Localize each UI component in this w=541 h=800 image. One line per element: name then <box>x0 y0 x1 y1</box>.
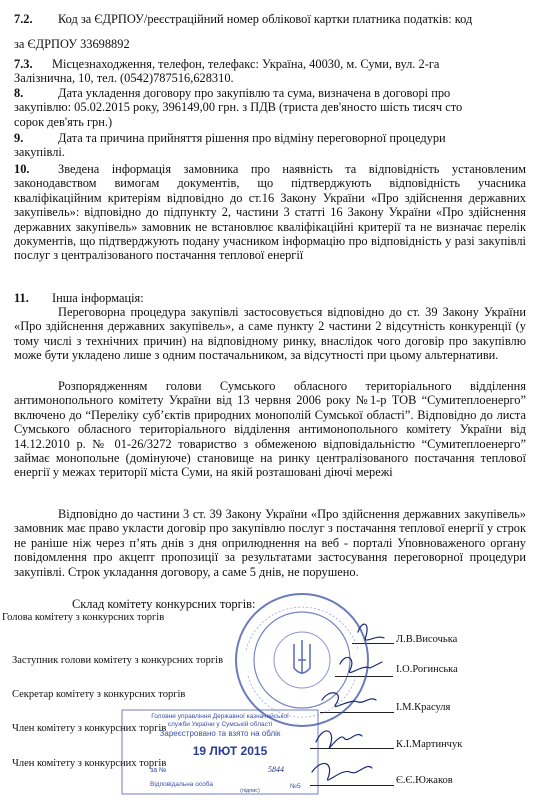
paragraph-term: Відповідно до частини 3 ст. 39 Закону України «Про здійснення державних закупівель» замовник має право укласти договір про закупівлю послуг з постачання теплової енергії у строк не раніше ніж через п’ять днів з дня оприлюднення на веб - порталі Уповноваженого органу повідомлення про акцепт пропозиції за результатами застосування переговорної процедури закупівлі. Строк укладання договору, а саме 5 днів, не порушено. <box>14 507 526 579</box>
committee-name-2: І.О.Рогинська <box>396 664 458 675</box>
treasury-stamp-reg-label: за № <box>150 767 167 774</box>
committee-name-4: К.І.Мартинчук <box>396 739 463 750</box>
item-8-number: 8. <box>14 86 24 100</box>
item-11-number: 11. <box>14 291 29 305</box>
committee-role-4: Член комітету з конкурсних торгів <box>12 723 167 734</box>
item-8-text-cont: закупівлю: 05.02.2015 року, 396149,00 грн. з ПДВ (триста дев'яносто шість тисяч сто <box>14 100 463 114</box>
paragraph-legal-basis: Переговорна процедура закупівлі застосовується відповідно до ст. 39 Закону України «Про здійснення державних закупівель», а саме пункту 2 частини 2 відсутність конкуренції (у тому числі з технічних причин) на відповідному ринку, внаслідок чого договір про закупівлю може бути укладено лише з одним постачальником, за відсутності при цьому альтернативи. <box>14 305 526 363</box>
item-7-3-text: Місцезнаходження, телефон, телефакс: Україна, 40030, м. Суми, вул. 2-га <box>52 57 440 71</box>
signature-2-stroke <box>340 657 382 672</box>
item-8-text-cont2: сорок дев'ять грн.) <box>14 115 113 129</box>
item-7-3-text-cont: Залізнична, 10, тел. (0542)787516,628310. <box>14 71 234 85</box>
committee-name-5: Є.Є.Южаков <box>396 775 453 786</box>
item-11-text: Інша інформація: <box>52 291 144 305</box>
paragraph-monopoly: Розпорядженням голови Сумського обласного територіального відділення антимонопольного комітету України від 13 червня 2006 року №1-р ТОВ “Сумитеплоенерго” включено до “Переліку суб’єктів природних монополій Сумської області”. Відповідно до листа Сумського обласного територіального відділення антимонопольного комітету України від 14.12.2010 р. № 01-26/3272 товариство з обмеженою відповідальністю “Сумитеплоенерго” займає монопольне (домінуюче) становище на ринку централізованого постачання теплової енергії у межах території міста Суми, на якій розташовані діючі мережі <box>14 379 526 480</box>
signature-5-stroke <box>312 763 372 780</box>
treasury-stamp-footer: Відповідальна особа <box>150 781 213 788</box>
handwritten-signatures <box>300 612 400 792</box>
treasury-stamp-reg-number: 5844 <box>268 765 284 774</box>
committee-role-3: Секретар комітету з конкурсних торгів <box>12 689 186 700</box>
signature-3-stroke <box>322 693 376 707</box>
committee-heading: Склад комітету конкурсних торгів: <box>72 597 256 611</box>
item-9-number: 9. <box>14 131 24 145</box>
committee-role-1: Голова комітету з конкурсних торгів <box>2 612 165 623</box>
item-10-text: Зведена інформація замовника про наявність та відповідність установленим законодавством вимогам документів, що підтверджують відповідність учасника кваліфікаційним критеріям відповідно до ст.16 Закону України «Про здійснення державних закупівель»: відповідно до підпункту 2, частини 3 статті 16 Закону України «Про здійснення державних закупівель» замовник не встановлює кваліфікаційні критерії та не визначає перелік документів, що підтверджують подану учасником інформацію про відповідність у разі закупівлі послуг з централізованого постачання теплової енергії <box>14 162 526 263</box>
treasury-stamp-line1: Головне управління Державної казначейської <box>151 713 289 720</box>
item-9-text-cont: закупівлі. <box>14 145 65 159</box>
item-7-2-text-cont: за ЄДРПОУ 33698892 <box>14 37 130 51</box>
item-7-2-text: Код за ЄДРПОУ/реєстраційний номер облікової картки платника податків: код <box>58 12 473 26</box>
item-8-text: Дата укладення договору про закупівлю та сума, визначена в договорі про <box>58 86 451 100</box>
committee-role-5: Член комітету з конкурсних торгів <box>12 758 167 769</box>
item-9-text: Дата та причина прийняття рішення про відміну переговорної процедури <box>58 131 446 145</box>
item-7-3-number: 7.3. <box>14 57 33 71</box>
treasury-stamp-footer3: №5 <box>290 783 301 790</box>
item-10-number: 10. <box>14 162 30 176</box>
committee-name-1: Л.В.Височька <box>396 634 458 645</box>
committee-name-3: І.М.Красуля <box>396 702 451 713</box>
treasury-stamp-footer2: (підпис) <box>240 788 260 794</box>
treasury-stamp-line3: Зареєстровано та взято на облік <box>159 729 281 738</box>
treasury-registration-stamp <box>120 708 320 796</box>
signature-4-stroke <box>316 731 362 748</box>
signature-1-stroke <box>358 624 384 640</box>
item-7-2-number: 7.2. <box>14 12 33 26</box>
treasury-stamp-date: 19 ЛЮТ 2015 <box>192 744 268 758</box>
treasury-stamp-line2: служби України у Сумській області <box>167 721 273 728</box>
committee-role-2: Заступник голови комітету з конкурсних торгів <box>12 655 224 666</box>
